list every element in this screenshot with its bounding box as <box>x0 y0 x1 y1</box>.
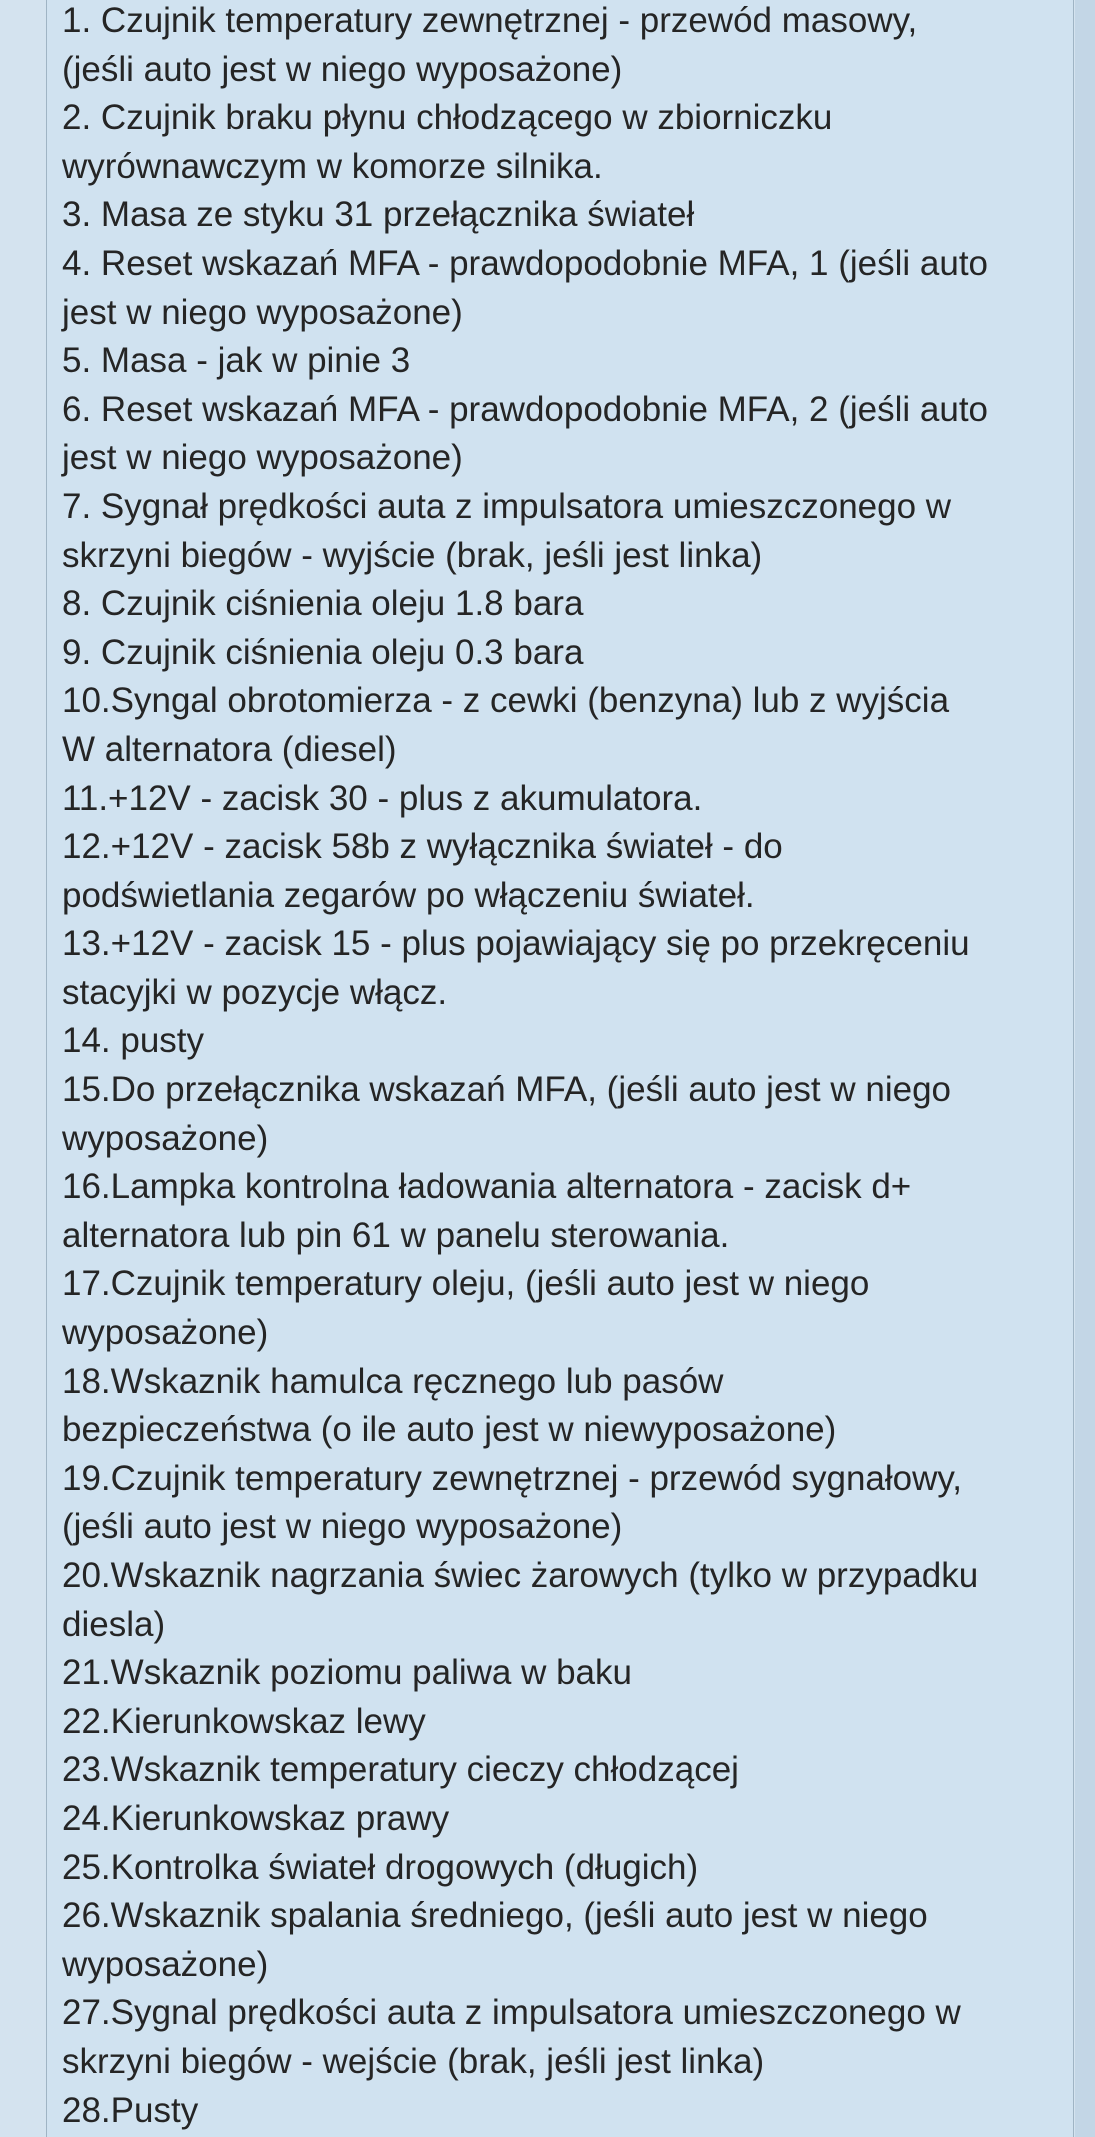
text-line: 13.+12V - zacisk 15 - plus pojawiający się po przekręceniu <box>62 924 970 964</box>
text-line: 8. Czujnik ciśnienia oleju 1.8 bara <box>62 584 584 624</box>
text-line: 1. Czujnik temperatury zewnętrznej - przewód masowy, <box>62 1 918 40</box>
text-line: 12.+12V - zacisk 58b z wyłącznika świateł - do <box>62 827 783 867</box>
text-line: 22.Kierunkowskaz lewy <box>62 1701 426 1741</box>
text-line: 5. Masa - jak w pinie 3 <box>62 341 411 381</box>
text-line: 3. Masa ze styku 31 przełącznika świateł <box>62 195 695 235</box>
text-line: wyposażone) <box>62 1313 269 1353</box>
text-line: 24.Kierunkowskaz prawy <box>62 1798 450 1838</box>
text-line: wyposażone) <box>62 1118 269 1158</box>
text-line: bezpieczeństwa (o ile auto jest w niewyposażone) <box>62 1410 837 1450</box>
text-line: skrzyni biegów - wejście (brak, jeśli jest linka) <box>62 2041 765 2081</box>
text-line: jest w niego wyposażone) <box>62 438 463 478</box>
text-line: 10.Syngal obrotomierza - z cewki (benzyna) lub z wyjścia <box>62 681 950 721</box>
text-line: 18.Wskaznik hamulca ręcznego lub pasów <box>62 1361 724 1401</box>
text-line: 2. Czujnik braku płynu chłodzącego w zbiorniczku <box>62 98 833 138</box>
scrollbar-track[interactable] <box>1075 0 1095 2137</box>
text-line: 15.Do przełącznika wskazań MFA, (jeśli auto jest w niego <box>62 1070 952 1110</box>
text-line: 17.Czujnik temperatury oleju, (jeśli auto jest w niego <box>62 1264 870 1304</box>
text-line: skrzyni biegów - wyjście (brak, jeśli jest linka) <box>62 535 763 575</box>
text-line: W alternatora (diesel) <box>62 729 397 769</box>
text-line: (jeśli auto jest w niego wyposażone) <box>62 1507 623 1547</box>
text-line: podświetlania zegarów po włączeniu świateł. <box>62 875 755 915</box>
text-line: alternatora lub pin 61 w panelu sterowania. <box>62 1215 730 1255</box>
text-line: jest w niego wyposażone) <box>62 292 463 332</box>
text-line: 14. pusty <box>62 1021 205 1061</box>
text-line: 11.+12V - zacisk 30 - plus z akumulatora. <box>62 778 703 818</box>
pin-description-list <box>62 0 1072 2135</box>
text-line: 6. Reset wskazań MFA - prawdopodobnie MFA, 2 (jeśli auto <box>62 389 989 429</box>
text-line: wyrównawczym w komorze silnika. <box>62 146 603 186</box>
text-line: 9. Czujnik ciśnienia oleju 0.3 bara <box>62 632 584 672</box>
text-line: wyposażone) <box>62 1944 269 1984</box>
text-line: 26.Wskaznik spalania średniego, (jeśli auto jest w niego <box>62 1896 928 1936</box>
text-line: 21.Wskaznik poziomu paliwa w baku <box>62 1653 632 1693</box>
text-line: 16.Lampka kontrolna ładowania alternatora - zacisk d+ <box>62 1167 912 1207</box>
text-line: 27.Sygnal prędkości auta z impulsatora umieszczonego w <box>62 1993 961 2033</box>
text-line: 28.Pusty <box>62 2090 199 2130</box>
text-line: 23.Wskaznik temperatury cieczy chłodzącej <box>62 1750 739 1790</box>
text-line: diesla) <box>62 1604 166 1644</box>
text-line: 19.Czujnik temperatury zewnętrznej - przewód sygnałowy, <box>62 1458 963 1498</box>
text-line: stacyjki w pozycje włącz. <box>62 972 448 1012</box>
text-line: 20.Wskaznik nagrzania świec żarowych (tylko w przypadku <box>62 1556 979 1595</box>
text-line: 4. Reset wskazań MFA - prawdopodobnie MFA, 1 (jeśli auto <box>62 243 989 283</box>
text-line: 7. Sygnał prędkości auta z impulsatora umieszczonego w <box>62 486 952 526</box>
text-line: 25.Kontrolka świateł drogowych (długich) <box>62 1847 699 1887</box>
text-line: (jeśli auto jest w niego wyposażone) <box>62 49 623 89</box>
